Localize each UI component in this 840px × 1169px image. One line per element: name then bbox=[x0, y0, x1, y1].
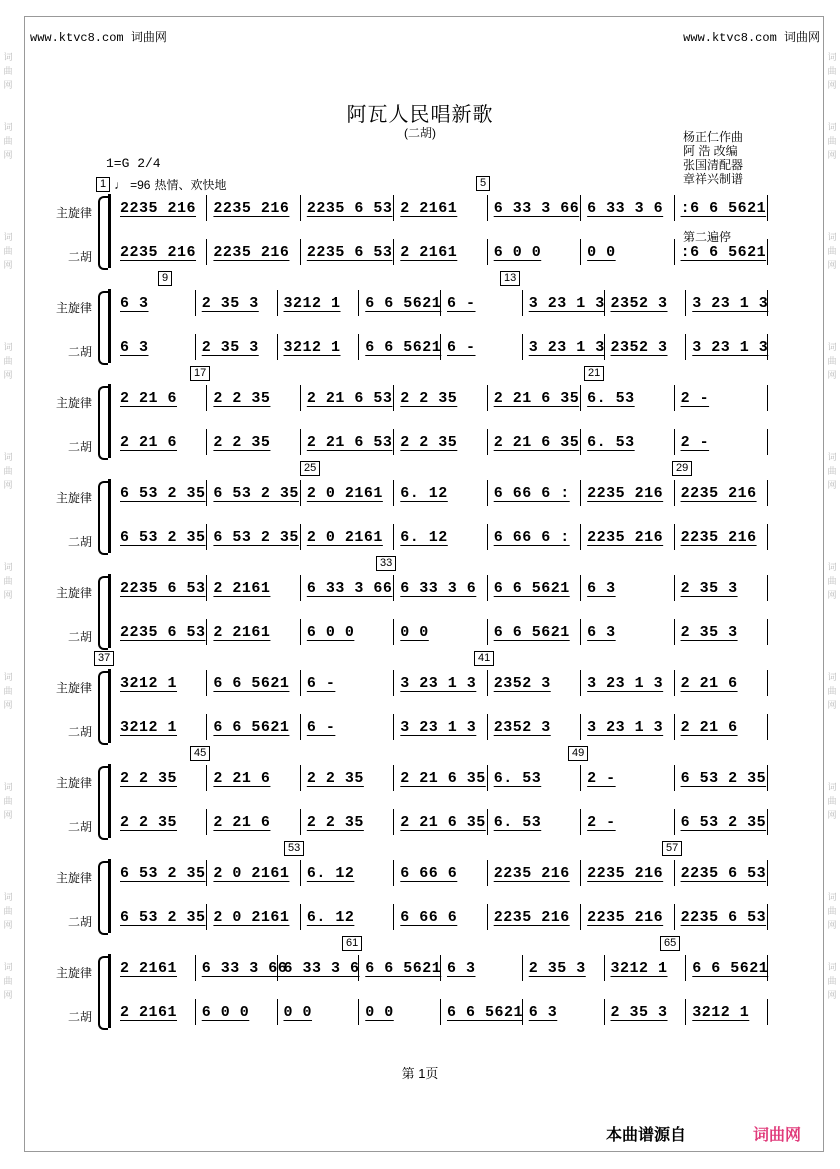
melody-measure: 2235 216 bbox=[675, 480, 768, 506]
melody-measure: 2 2161 bbox=[394, 195, 487, 221]
side-watermark: 词 曲 网 bbox=[827, 962, 837, 1000]
page-number: 第 1页 bbox=[401, 1066, 439, 1081]
melody-measure: 6 66 6 bbox=[394, 860, 487, 886]
erhu-measure: 6 53 2 35 bbox=[675, 809, 768, 835]
erhu-measure: 6 3 bbox=[581, 619, 674, 645]
part-label-erhu: 二胡 bbox=[67, 345, 92, 359]
melody-measure: 6 33 3 66 bbox=[196, 955, 278, 981]
score-system bbox=[40, 367, 770, 468]
erhu-measure: 6. 53 bbox=[488, 809, 581, 835]
measure-number-box: 17 bbox=[190, 366, 210, 381]
erhu-measure: 2235 216 bbox=[207, 239, 300, 265]
melody-measure: 2352 3 bbox=[488, 670, 581, 696]
erhu-measure: 2 21 6 35 bbox=[394, 809, 487, 835]
system-line bbox=[108, 859, 111, 933]
measure-number-box: 41 bbox=[474, 651, 494, 666]
melody-measure: 6 6 5621 bbox=[359, 290, 441, 316]
melody-measure: 2 2161 bbox=[114, 955, 196, 981]
melody-measure: 3212 1 bbox=[278, 290, 360, 316]
melody-measure: 2 21 6 bbox=[675, 670, 768, 696]
quarter-note-icon: ♩ bbox=[114, 177, 127, 192]
system-line bbox=[108, 574, 111, 648]
melody-measure: 2 21 6 53 bbox=[301, 385, 394, 411]
side-watermark: 词 曲 网 bbox=[3, 122, 13, 160]
erhu-row bbox=[114, 334, 770, 360]
side-watermark: 词 曲 网 bbox=[827, 232, 837, 270]
erhu-row bbox=[114, 999, 770, 1025]
melody-measure: 6 3 bbox=[114, 290, 196, 316]
score-system bbox=[40, 747, 770, 848]
erhu-measure: 2 21 6 53 bbox=[301, 429, 394, 455]
melody-measure: 6 53 2 35 bbox=[207, 480, 300, 506]
melody-measure: 2352 3 bbox=[605, 290, 687, 316]
system-brace bbox=[98, 481, 108, 555]
erhu-measure: 6 3 bbox=[114, 334, 196, 360]
side-watermark: 词 曲 网 bbox=[827, 562, 837, 600]
melody-measure: 6 53 2 35 bbox=[114, 860, 207, 886]
melody-measure: 6 6 5621 bbox=[359, 955, 441, 981]
melody-measure: 6 53 2 35 bbox=[114, 480, 207, 506]
melody-measure: 2235 6 53 bbox=[114, 575, 207, 601]
erhu-row bbox=[114, 429, 770, 455]
erhu-measure: 2235 216 bbox=[581, 904, 674, 930]
side-watermark: 词 曲 网 bbox=[3, 452, 13, 490]
erhu-row bbox=[114, 619, 770, 645]
melody-measure: 6. 53 bbox=[581, 385, 674, 411]
erhu-measure: 6. 12 bbox=[301, 904, 394, 930]
melody-measure: 2 - bbox=[675, 385, 768, 411]
erhu-measure: 3212 1 bbox=[686, 999, 768, 1025]
part-label-melody: 主旋律 bbox=[55, 206, 92, 220]
melody-measure: 3212 1 bbox=[605, 955, 687, 981]
erhu-measure: 6 3 bbox=[523, 999, 605, 1025]
erhu-measure: 2 2 35 bbox=[114, 809, 207, 835]
side-watermark: 词 曲 网 bbox=[827, 122, 837, 160]
erhu-measure: 2 2161 bbox=[114, 999, 196, 1025]
system-line bbox=[108, 194, 111, 268]
erhu-measure: 2 0 2161 bbox=[207, 904, 300, 930]
erhu-measure: 6. 12 bbox=[394, 524, 487, 550]
melody-measure: 3 23 1 3 bbox=[686, 290, 768, 316]
measure-number-box: 33 bbox=[376, 556, 396, 571]
footer-source: 本曲谱源自 bbox=[606, 1127, 687, 1144]
header-right: www.ktvc8.com 词曲网 bbox=[683, 31, 820, 45]
erhu-measure: 6 66 6 bbox=[394, 904, 487, 930]
credit-transcriber: 章祥兴制谱 bbox=[683, 172, 744, 186]
melody-row bbox=[114, 670, 770, 696]
measure-number-box: 45 bbox=[190, 746, 210, 761]
erhu-measure: 3212 1 bbox=[114, 714, 207, 740]
melody-row bbox=[114, 860, 770, 886]
melody-measure: 2 2 35 bbox=[207, 385, 300, 411]
melody-measure: 6 53 2 35 bbox=[675, 765, 768, 791]
erhu-measure: 6 6 5621 bbox=[359, 334, 441, 360]
tempo-expression: 热情、欢快地 bbox=[154, 178, 227, 192]
melody-measure: 6. 12 bbox=[301, 860, 394, 886]
part-label-erhu: 二胡 bbox=[67, 440, 92, 454]
melody-row bbox=[114, 955, 770, 981]
key-signature: 1=G 2/4 bbox=[106, 156, 161, 171]
erhu-measure: 6 53 2 35 bbox=[114, 904, 207, 930]
side-watermark: 词 曲 网 bbox=[827, 342, 837, 380]
system-line bbox=[108, 289, 111, 363]
melody-measure: 2235 6 53 bbox=[675, 860, 768, 886]
footer-site-link[interactable]: 词曲网 bbox=[753, 1127, 802, 1144]
part-label-melody: 主旋律 bbox=[55, 681, 92, 695]
part-label-erhu: 二胡 bbox=[67, 535, 92, 549]
erhu-measure: 6. 53 bbox=[581, 429, 674, 455]
erhu-measure: 6 0 0 bbox=[196, 999, 278, 1025]
erhu-measure: 6 6 5621 bbox=[207, 714, 300, 740]
melody-measure: 2 - bbox=[581, 765, 674, 791]
part-label-melody: 主旋律 bbox=[55, 776, 92, 790]
part-label-erhu: 二胡 bbox=[67, 915, 92, 929]
melody-measure: 3 23 1 3 bbox=[523, 290, 605, 316]
melody-measure: 2 21 6 35 bbox=[394, 765, 487, 791]
erhu-measure: 2 21 6 bbox=[114, 429, 207, 455]
erhu-measure: 6 6 5621 bbox=[441, 999, 523, 1025]
measure-number-box: 25 bbox=[300, 461, 320, 476]
melody-measure: 6 - bbox=[301, 670, 394, 696]
melody-measure: 2 35 3 bbox=[523, 955, 605, 981]
melody-measure: 6 3 bbox=[581, 575, 674, 601]
melody-measure: 6 3 bbox=[441, 955, 523, 981]
system-brace bbox=[98, 196, 108, 270]
erhu-measure: 2235 216 bbox=[675, 524, 768, 550]
melody-row bbox=[114, 195, 770, 221]
part-label-melody: 主旋律 bbox=[55, 301, 92, 315]
system-brace bbox=[98, 861, 108, 935]
tempo-value: =96 bbox=[130, 177, 151, 192]
erhu-measure: 6 53 2 35 bbox=[207, 524, 300, 550]
score-system bbox=[40, 272, 770, 373]
erhu-measure: 3 23 1 3 bbox=[686, 334, 768, 360]
erhu-measure: 2 21 6 bbox=[675, 714, 768, 740]
melody-measure: 2 35 3 bbox=[196, 290, 278, 316]
erhu-measure: 2 21 6 35 bbox=[488, 429, 581, 455]
erhu-row bbox=[114, 524, 770, 550]
credit-composer: 杨正仁作曲 bbox=[683, 130, 744, 144]
melody-measure: 2 21 6 35 bbox=[488, 385, 581, 411]
measure-number-box: 29 bbox=[672, 461, 692, 476]
measure-number-box: 21 bbox=[584, 366, 604, 381]
melody-measure: 6 6 5621 bbox=[686, 955, 768, 981]
melody-measure: 6 33 3 6 bbox=[581, 195, 674, 221]
erhu-measure: 0 0 bbox=[394, 619, 487, 645]
erhu-measure: 3212 1 bbox=[278, 334, 360, 360]
side-watermark: 词 曲 网 bbox=[3, 782, 13, 820]
repeat-note: 第二遍停 bbox=[683, 230, 732, 244]
system-brace bbox=[98, 386, 108, 460]
melody-measure: 2 0 2161 bbox=[207, 860, 300, 886]
melody-measure: 6 33 3 66 bbox=[301, 575, 394, 601]
melody-row bbox=[114, 765, 770, 791]
part-label-erhu: 二胡 bbox=[67, 820, 92, 834]
erhu-measure: 3 23 1 3 bbox=[523, 334, 605, 360]
measure-number-box: 49 bbox=[568, 746, 588, 761]
measure-number-box: 5 bbox=[476, 176, 490, 191]
erhu-measure: 0 0 bbox=[278, 999, 360, 1025]
score-subtitle: (二胡) bbox=[404, 126, 436, 140]
melody-measure: 6. 12 bbox=[394, 480, 487, 506]
measure-number-box: 13 bbox=[500, 271, 520, 286]
erhu-measure: 6 6 5621 bbox=[488, 619, 581, 645]
melody-measure: 6 66 6 : bbox=[488, 480, 581, 506]
score-system bbox=[40, 652, 770, 753]
side-watermark: 词 曲 网 bbox=[827, 892, 837, 930]
melody-measure: 2235 216 bbox=[207, 195, 300, 221]
erhu-measure: 2235 216 bbox=[114, 239, 207, 265]
melody-measure: 6 6 5621 bbox=[488, 575, 581, 601]
erhu-measure: 3 23 1 3 bbox=[394, 714, 487, 740]
melody-row bbox=[114, 385, 770, 411]
melody-row bbox=[114, 290, 770, 316]
melody-measure: 2 2 35 bbox=[394, 385, 487, 411]
side-watermark: 词 曲 网 bbox=[3, 232, 13, 270]
melody-measure: 2 21 6 bbox=[114, 385, 207, 411]
melody-measure: 2235 6 53 bbox=[301, 195, 394, 221]
erhu-measure: 2 2 35 bbox=[207, 429, 300, 455]
erhu-measure: 6 0 0 bbox=[488, 239, 581, 265]
erhu-measure: 2 2 35 bbox=[301, 809, 394, 835]
erhu-measure: 2 21 6 bbox=[207, 809, 300, 835]
system-line bbox=[108, 479, 111, 553]
part-label-erhu: 二胡 bbox=[67, 630, 92, 644]
part-label-erhu: 二胡 bbox=[67, 1010, 92, 1024]
erhu-measure: 2 35 3 bbox=[605, 999, 687, 1025]
measure-number-box: 53 bbox=[284, 841, 304, 856]
measure-number-box: 65 bbox=[660, 936, 680, 951]
erhu-measure: 6 - bbox=[441, 334, 523, 360]
credit-arranger: 阿 浩 改编 bbox=[683, 144, 738, 158]
system-brace bbox=[98, 766, 108, 840]
melody-measure: 2235 216 bbox=[114, 195, 207, 221]
erhu-row bbox=[114, 714, 770, 740]
side-watermark: 词 曲 网 bbox=[3, 52, 13, 90]
melody-measure: 2 0 2161 bbox=[301, 480, 394, 506]
erhu-measure: 6 - bbox=[301, 714, 394, 740]
credit-orchestrator: 张国清配器 bbox=[683, 158, 744, 172]
melody-measure: 6 33 3 66 bbox=[488, 195, 581, 221]
erhu-measure: 2 35 3 bbox=[675, 619, 768, 645]
side-watermark: 词 曲 网 bbox=[3, 892, 13, 930]
part-label-melody: 主旋律 bbox=[55, 966, 92, 980]
system-brace bbox=[98, 671, 108, 745]
score-system bbox=[40, 462, 770, 563]
melody-measure: :6 6 5621 bbox=[675, 195, 768, 221]
melody-measure: 3 23 1 3 bbox=[394, 670, 487, 696]
system-brace bbox=[98, 956, 108, 1030]
measure-number-box: 37 bbox=[94, 651, 114, 666]
melody-measure: 6 33 3 6 bbox=[278, 955, 360, 981]
credits bbox=[683, 130, 743, 186]
score-title: 阿瓦人民唱新歌 bbox=[346, 104, 494, 126]
melody-measure: 2 21 6 bbox=[207, 765, 300, 791]
erhu-measure: 2 0 2161 bbox=[301, 524, 394, 550]
erhu-measure: 2 2 35 bbox=[394, 429, 487, 455]
erhu-measure: 2 - bbox=[675, 429, 768, 455]
melody-measure: 6. 53 bbox=[488, 765, 581, 791]
erhu-measure: 6 0 0 bbox=[301, 619, 394, 645]
erhu-measure: 2235 6 53 bbox=[301, 239, 394, 265]
side-watermark: 词 曲 网 bbox=[827, 52, 837, 90]
erhu-measure: 2 2161 bbox=[394, 239, 487, 265]
side-watermark: 词 曲 网 bbox=[3, 342, 13, 380]
side-watermark: 词 曲 网 bbox=[827, 782, 837, 820]
erhu-measure: 2 2161 bbox=[207, 619, 300, 645]
measure-number-box: 9 bbox=[158, 271, 172, 286]
system-line bbox=[108, 384, 111, 458]
erhu-measure: 2235 216 bbox=[488, 904, 581, 930]
melody-row bbox=[114, 575, 770, 601]
erhu-measure: 2235 6 53 bbox=[114, 619, 207, 645]
measure-number-box: 57 bbox=[662, 841, 682, 856]
side-watermark: 词 曲 网 bbox=[3, 672, 13, 710]
melody-row bbox=[114, 480, 770, 506]
system-line bbox=[108, 764, 111, 838]
score-system bbox=[40, 937, 770, 1038]
erhu-row bbox=[114, 809, 770, 835]
system-brace bbox=[98, 291, 108, 365]
erhu-measure: 2235 216 bbox=[581, 524, 674, 550]
erhu-measure: 2235 6 53 bbox=[675, 904, 768, 930]
melody-measure: 6 33 3 6 bbox=[394, 575, 487, 601]
header-left: www.ktvc8.com 词曲网 bbox=[30, 31, 167, 45]
melody-measure: 6 - bbox=[441, 290, 523, 316]
side-watermark: 词 曲 网 bbox=[827, 672, 837, 710]
melody-measure: 3 23 1 3 bbox=[581, 670, 674, 696]
part-label-melody: 主旋律 bbox=[55, 396, 92, 410]
melody-measure: 2235 216 bbox=[581, 480, 674, 506]
system-line bbox=[108, 954, 111, 1028]
score-system bbox=[40, 557, 770, 658]
melody-measure: 2 35 3 bbox=[675, 575, 768, 601]
part-label-melody: 主旋律 bbox=[55, 871, 92, 885]
erhu-row bbox=[114, 904, 770, 930]
erhu-measure: 0 0 bbox=[581, 239, 674, 265]
erhu-row bbox=[114, 239, 770, 265]
measure-number-box: 61 bbox=[342, 936, 362, 951]
erhu-measure: :6 6 5621 bbox=[675, 239, 768, 265]
system-brace bbox=[98, 576, 108, 650]
part-label-erhu: 二胡 bbox=[67, 725, 92, 739]
part-label-erhu: 二胡 bbox=[67, 250, 92, 264]
part-label-melody: 主旋律 bbox=[55, 491, 92, 505]
melody-measure: 2 2 35 bbox=[301, 765, 394, 791]
score-system bbox=[40, 842, 770, 943]
melody-measure: 3212 1 bbox=[114, 670, 207, 696]
erhu-measure: 2 35 3 bbox=[196, 334, 278, 360]
erhu-measure: 2352 3 bbox=[488, 714, 581, 740]
measure-number-box: 1 bbox=[96, 177, 110, 192]
melody-measure: 2235 216 bbox=[488, 860, 581, 886]
erhu-measure: 6 66 6 : bbox=[488, 524, 581, 550]
erhu-measure: 2352 3 bbox=[605, 334, 687, 360]
erhu-measure: 0 0 bbox=[359, 999, 441, 1025]
side-watermark: 词 曲 网 bbox=[827, 452, 837, 490]
erhu-measure: 2 - bbox=[581, 809, 674, 835]
melody-measure: 2 2 35 bbox=[114, 765, 207, 791]
melody-measure: 6 6 5621 bbox=[207, 670, 300, 696]
side-watermark: 词 曲 网 bbox=[3, 962, 13, 1000]
part-label-melody: 主旋律 bbox=[55, 586, 92, 600]
side-watermark: 词 曲 网 bbox=[3, 562, 13, 600]
melody-measure: 2235 216 bbox=[581, 860, 674, 886]
erhu-measure: 6 53 2 35 bbox=[114, 524, 207, 550]
erhu-measure: 3 23 1 3 bbox=[581, 714, 674, 740]
system-line bbox=[108, 669, 111, 743]
melody-measure: 2 2161 bbox=[207, 575, 300, 601]
